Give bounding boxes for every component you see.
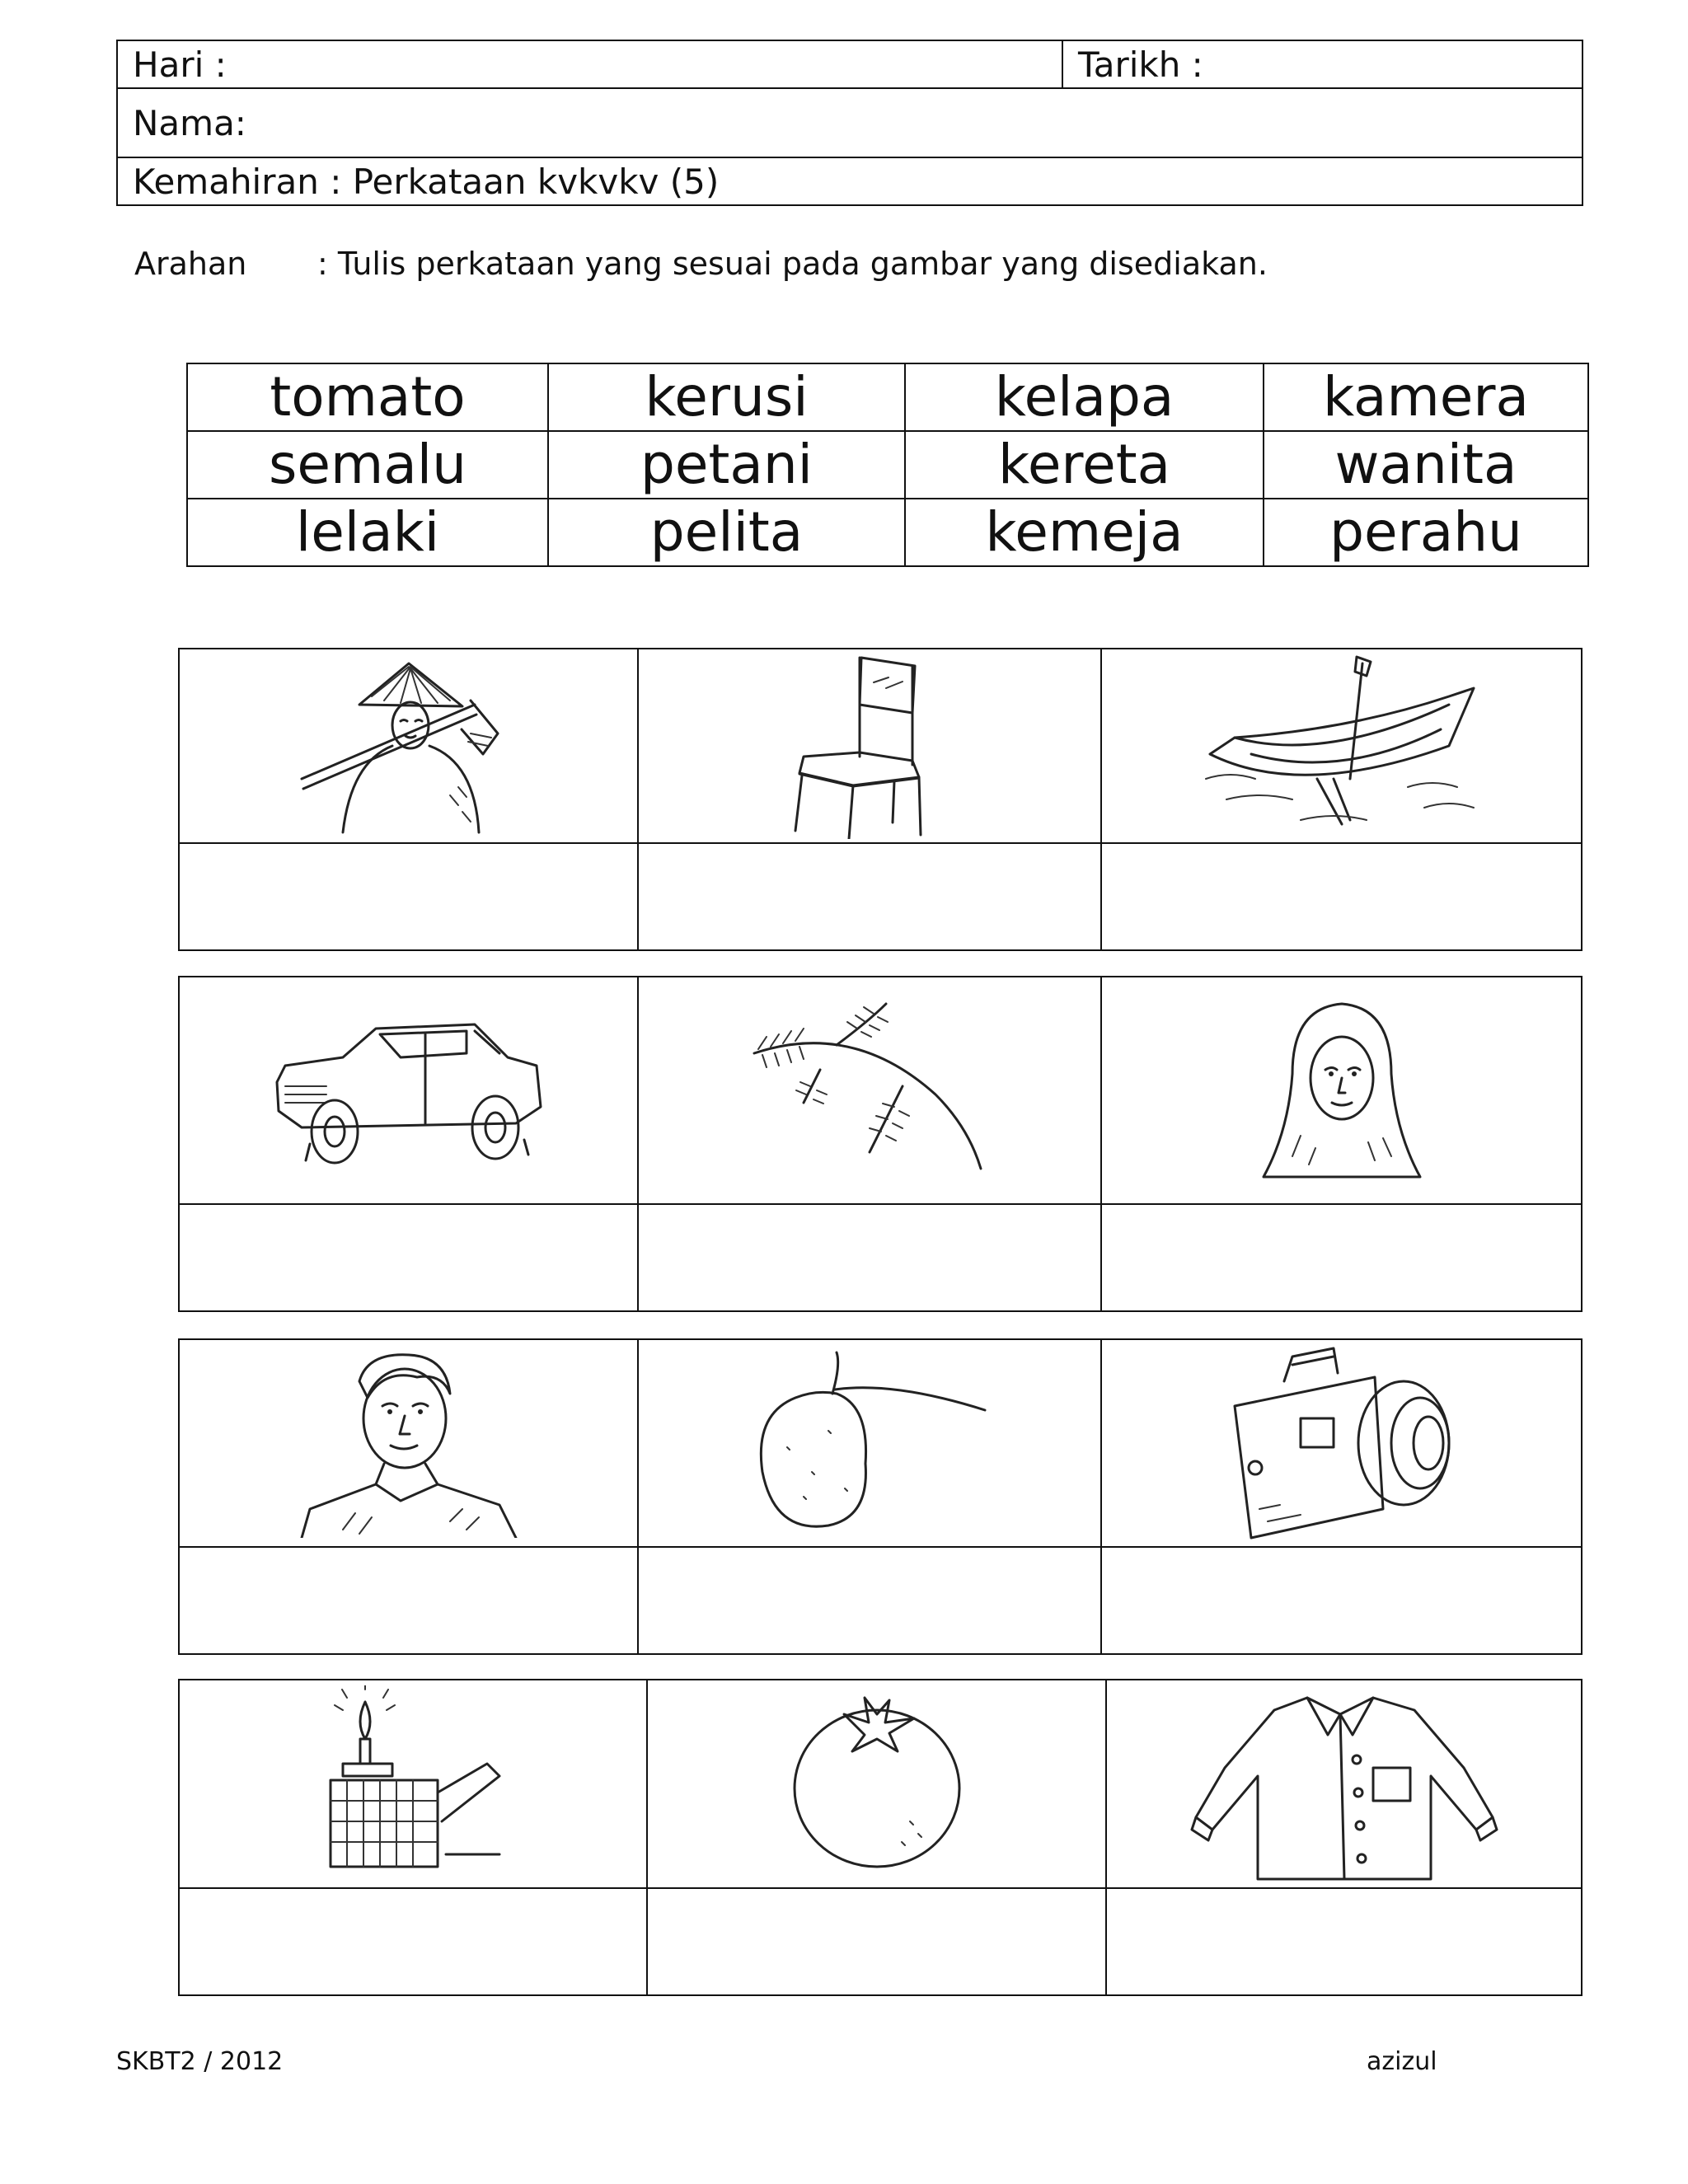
answer-box[interactable] bbox=[1102, 1205, 1581, 1310]
farmer-with-hoe-icon bbox=[285, 655, 532, 837]
answer-row bbox=[180, 1205, 1581, 1310]
instruction-text: : Tulis perkataan yang sesuai pada gambar yang disediakan. bbox=[317, 246, 1268, 282]
chair-icon bbox=[771, 654, 968, 839]
car-icon bbox=[269, 1008, 549, 1173]
answer-row bbox=[180, 844, 1581, 949]
word-cell: tomato bbox=[187, 363, 548, 431]
picture-grid-4 bbox=[178, 1679, 1582, 1996]
instruction-label: Arahan bbox=[134, 246, 247, 282]
woman-headscarf-icon bbox=[1259, 991, 1424, 1189]
word-cell: lelaki bbox=[187, 499, 548, 566]
word-cell: kamera bbox=[1264, 363, 1588, 431]
man-icon bbox=[293, 1348, 524, 1538]
word-cell: perahu bbox=[1264, 499, 1588, 566]
picture-cell bbox=[639, 1340, 1102, 1546]
word-bank-row bbox=[187, 363, 1588, 431]
picture-grid-3 bbox=[178, 1338, 1582, 1655]
answer-box[interactable] bbox=[180, 1205, 639, 1310]
word-cell: kelapa bbox=[905, 363, 1264, 431]
answer-row bbox=[180, 1889, 1581, 1994]
answer-box[interactable] bbox=[1107, 1889, 1581, 1994]
fruit-icon bbox=[746, 1348, 993, 1538]
word-cell: petani bbox=[548, 431, 905, 499]
word-cell: kerusi bbox=[548, 363, 905, 431]
header-row-skill bbox=[118, 158, 1582, 204]
picture-cell bbox=[648, 1680, 1107, 1887]
picture-row bbox=[180, 1340, 1581, 1548]
picture-cell bbox=[180, 649, 639, 842]
picture-cell bbox=[639, 977, 1102, 1203]
picture-grid-2 bbox=[178, 976, 1582, 1312]
answer-box[interactable] bbox=[639, 1548, 1102, 1653]
tomato-icon bbox=[786, 1694, 968, 1875]
word-bank-table bbox=[186, 363, 1589, 567]
answer-box[interactable] bbox=[1102, 844, 1581, 949]
word-cell: kereta bbox=[905, 431, 1264, 499]
picture-row bbox=[180, 1680, 1581, 1889]
answer-box[interactable] bbox=[180, 1548, 639, 1653]
answer-box[interactable] bbox=[648, 1889, 1107, 1994]
shirt-icon bbox=[1184, 1685, 1505, 1883]
kemahiran-label: Kemahiran : Perkataan kvkvkv (5) bbox=[133, 161, 720, 202]
word-bank-row bbox=[187, 431, 1588, 499]
answer-box[interactable] bbox=[1102, 1548, 1581, 1653]
picture-cell bbox=[180, 1340, 639, 1546]
header-table bbox=[116, 40, 1583, 206]
picture-cell bbox=[639, 649, 1102, 842]
picture-row bbox=[180, 977, 1581, 1205]
tarikh-field[interactable]: Tarikh : bbox=[1078, 44, 1203, 85]
hari-field[interactable]: Hari : bbox=[118, 41, 1063, 87]
oil-lamp-icon bbox=[314, 1685, 512, 1883]
answer-box[interactable] bbox=[180, 844, 639, 949]
word-cell: kemeja bbox=[905, 499, 1264, 566]
picture-cell bbox=[180, 977, 639, 1203]
answer-box[interactable] bbox=[639, 1205, 1102, 1310]
picture-cell bbox=[1102, 649, 1581, 842]
picture-cell bbox=[1102, 977, 1581, 1203]
nama-field[interactable]: Nama: bbox=[133, 102, 246, 143]
footer-author: azizul bbox=[1367, 2047, 1437, 2076]
word-bank-row bbox=[187, 499, 1588, 566]
picture-cell bbox=[1102, 1340, 1581, 1546]
header-row-date bbox=[118, 41, 1582, 89]
footer-code: SKBT2 / 2012 bbox=[116, 2047, 284, 2076]
picture-cell bbox=[180, 1680, 648, 1887]
word-cell: wanita bbox=[1264, 431, 1588, 499]
header-row-name bbox=[118, 89, 1582, 158]
answer-row bbox=[180, 1548, 1581, 1653]
camera-icon bbox=[1218, 1344, 1465, 1542]
boat-icon bbox=[1202, 655, 1482, 837]
picture-grid-1 bbox=[178, 648, 1582, 951]
mimosa-plant-icon bbox=[746, 996, 993, 1185]
picture-row bbox=[180, 649, 1581, 844]
word-cell: pelita bbox=[548, 499, 905, 566]
word-cell: semalu bbox=[187, 431, 548, 499]
picture-cell bbox=[1107, 1680, 1581, 1887]
answer-box[interactable] bbox=[639, 844, 1102, 949]
answer-box[interactable] bbox=[180, 1889, 648, 1994]
